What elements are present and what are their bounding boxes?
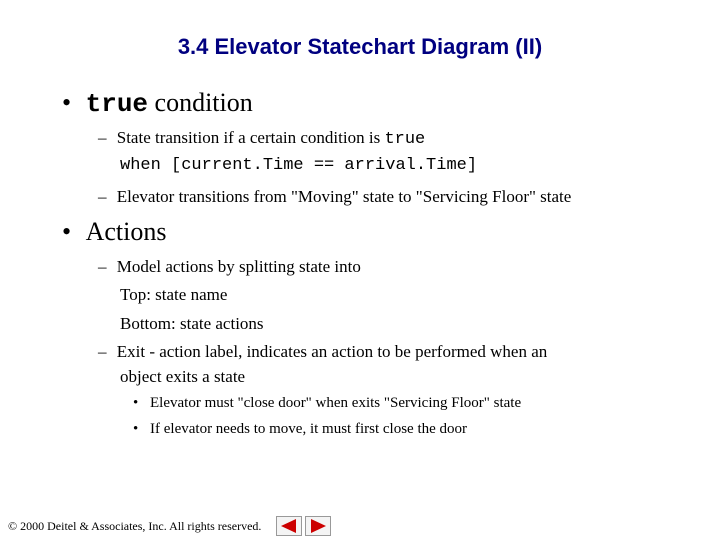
sub-bullet-2-1-line3: Bottom: state actions [120, 314, 264, 333]
next-arrow-icon[interactable] [305, 516, 331, 536]
bullet-2-text: Actions [85, 217, 167, 246]
sub-bullet-1-1 [98, 128, 425, 149]
sub-bullet-1-1-code: true [384, 130, 426, 149]
sub-bullet-1-1-cont: when [current.Time == arrival.Time] [120, 156, 478, 175]
sub-bullet-1-1-text: State transition if a certain condition is [116, 128, 385, 147]
copyright: © 2000 Deitel & Associates, Inc. All rights reserved. [8, 519, 262, 533]
sub-bullet-2-2 [98, 342, 547, 362]
subsub-bullet-2-text: If elevator needs to move, it must first close the door [150, 421, 468, 437]
bullet-2 [62, 217, 167, 247]
sub-bullet-1-2-text: Elevator transitions from "Moving" state to "Servicing Floor" state [116, 187, 572, 206]
bullet-dot: • [62, 217, 72, 246]
bullet-dot: • [62, 88, 72, 117]
bullet-dot: • [133, 395, 139, 411]
subsub-bullet-1-text: Elevator must "close door" when exits "Servicing Floor" state [150, 395, 522, 411]
sub-bullet-2-2-text: Exit - action label, indicates an action to be performed when an [116, 342, 548, 361]
bullet-1-code: true [85, 89, 149, 119]
bullet-dot: • [133, 421, 139, 437]
dash: – [98, 342, 107, 361]
dash: – [98, 257, 107, 276]
dash: – [98, 187, 107, 206]
sub-bullet-1-2 [98, 187, 571, 207]
bullet-1-text: condition [148, 88, 253, 117]
subsub-bullet-2 [133, 421, 467, 438]
bullet-1 [62, 88, 253, 119]
sub-bullet-2-2-cont: object exits a state [120, 367, 246, 386]
dash: – [98, 128, 107, 147]
subsub-bullet-1 [133, 395, 521, 412]
sub-bullet-2-1 [98, 257, 361, 277]
sub-bullet-2-1-line2: Top: state name [120, 285, 228, 304]
sub-bullet-2-1-text: Model actions by splitting state into [116, 257, 361, 276]
previous-arrow-icon[interactable] [276, 516, 302, 536]
slide-title: 3.4 Elevator Statechart Diagram (II) [177, 34, 543, 59]
